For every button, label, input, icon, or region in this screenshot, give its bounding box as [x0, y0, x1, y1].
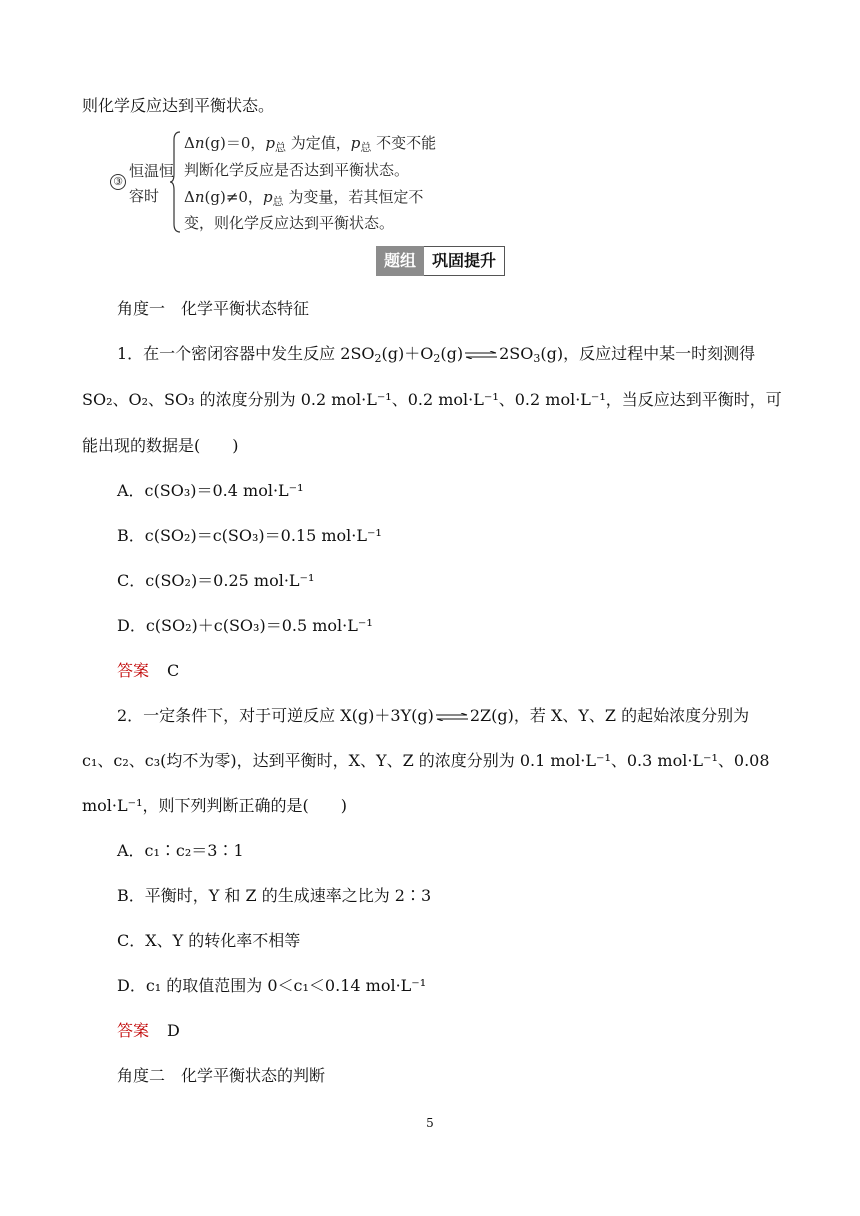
- tag-group-label: 题组: [376, 246, 424, 276]
- section-heading-2: 角度二 化学平衡状态的判断: [117, 1066, 326, 1085]
- figure-label-line2: 容时: [129, 187, 160, 205]
- branch2-line2: 变，则化学反应达到平衡状态。: [184, 214, 395, 232]
- q2-option-a: A．c₁∶c₂＝3∶1: [117, 841, 244, 860]
- branch1-line1: Δn(g)＝0，$p_总$ 为定值，$p_总$ 不变不能: [184, 134, 437, 154]
- q1-answer: [117, 661, 179, 681]
- page-number: 5: [426, 1116, 434, 1130]
- branch2-line1: Δn(g)≠0，$p_总$ 为变量，若其恒定不: [184, 188, 424, 208]
- branch1-line2: 判断化学反应是否达到平衡状态。: [184, 161, 410, 179]
- section-heading-1: 角度一 化学平衡状态特征: [117, 299, 310, 318]
- q2-stem-line2: c₁、c₂、c₃(均不为零)，达到平衡时，X、Y、Z 的浓度分别为 0.1 mol·L⁻¹、0.3 mol·L⁻¹、0.08: [82, 751, 770, 770]
- q1-answer-label: 答案: [117, 661, 150, 680]
- left-brace-icon: [170, 130, 182, 234]
- q2-answer: [117, 1021, 180, 1041]
- q1-option-d: D．c(SO₂)＋c(SO₃)＝0.5 mol·L⁻¹: [117, 616, 373, 635]
- figure-label-line1: 恒温恒: [129, 162, 175, 180]
- q1-option-a: A．c(SO₃)＝0.4 mol·L⁻¹: [117, 481, 304, 500]
- q1-option-b: B．c(SO₂)＝c(SO₃)＝0.15 mol·L⁻¹: [117, 526, 382, 545]
- q2-answer-value: D: [167, 1021, 180, 1040]
- intro-line: 则化学反应达到平衡状态。: [82, 96, 275, 115]
- q1-stem-line1: 1．在一个密闭容器中发生反应 $2SO_2(g)+O_2(g)$ $2SO_3(g)$，反应过程中某一时刻测得: [117, 344, 756, 365]
- q1-stem-line3: 能出现的数据是( ): [82, 436, 239, 455]
- equilibrium-arrow-icon: [464, 351, 498, 359]
- q1-option-c: C．c(SO₂)＝0.25 mol·L⁻¹: [117, 571, 315, 590]
- q1-stem-line2: SO₂、O₂、SO₃ 的浓度分别为 0.2 mol·L⁻¹、0.2 mol·L⁻¹、0.2 mol·L⁻¹，当反应达到平衡时，可: [82, 390, 782, 409]
- section-tag: [376, 246, 505, 276]
- q2-stem-line1: 2．一定条件下，对于可逆反应 X(g)＋3Y(g) 2Z(g)，若 X、Y、Z 的起始浓度分别为: [117, 706, 750, 725]
- equilibrium-arrow-icon: [435, 713, 469, 721]
- circled-number-3: ③: [110, 174, 126, 190]
- q2-option-d: D．c₁ 的取值范围为 0＜c₁＜0.14 mol·L⁻¹: [117, 976, 427, 995]
- q2-option-c: C．X、Y 的转化率不相等: [117, 931, 301, 950]
- tag-title: 巩固提升: [424, 246, 505, 276]
- q2-stem-line3: mol·L⁻¹，则下列判断正确的是( ): [82, 796, 347, 815]
- q2-option-b: B．平衡时，Y 和 Z 的生成速率之比为 2∶3: [117, 886, 432, 905]
- q2-answer-label: 答案: [117, 1021, 150, 1040]
- q1-answer-value: C: [167, 661, 180, 680]
